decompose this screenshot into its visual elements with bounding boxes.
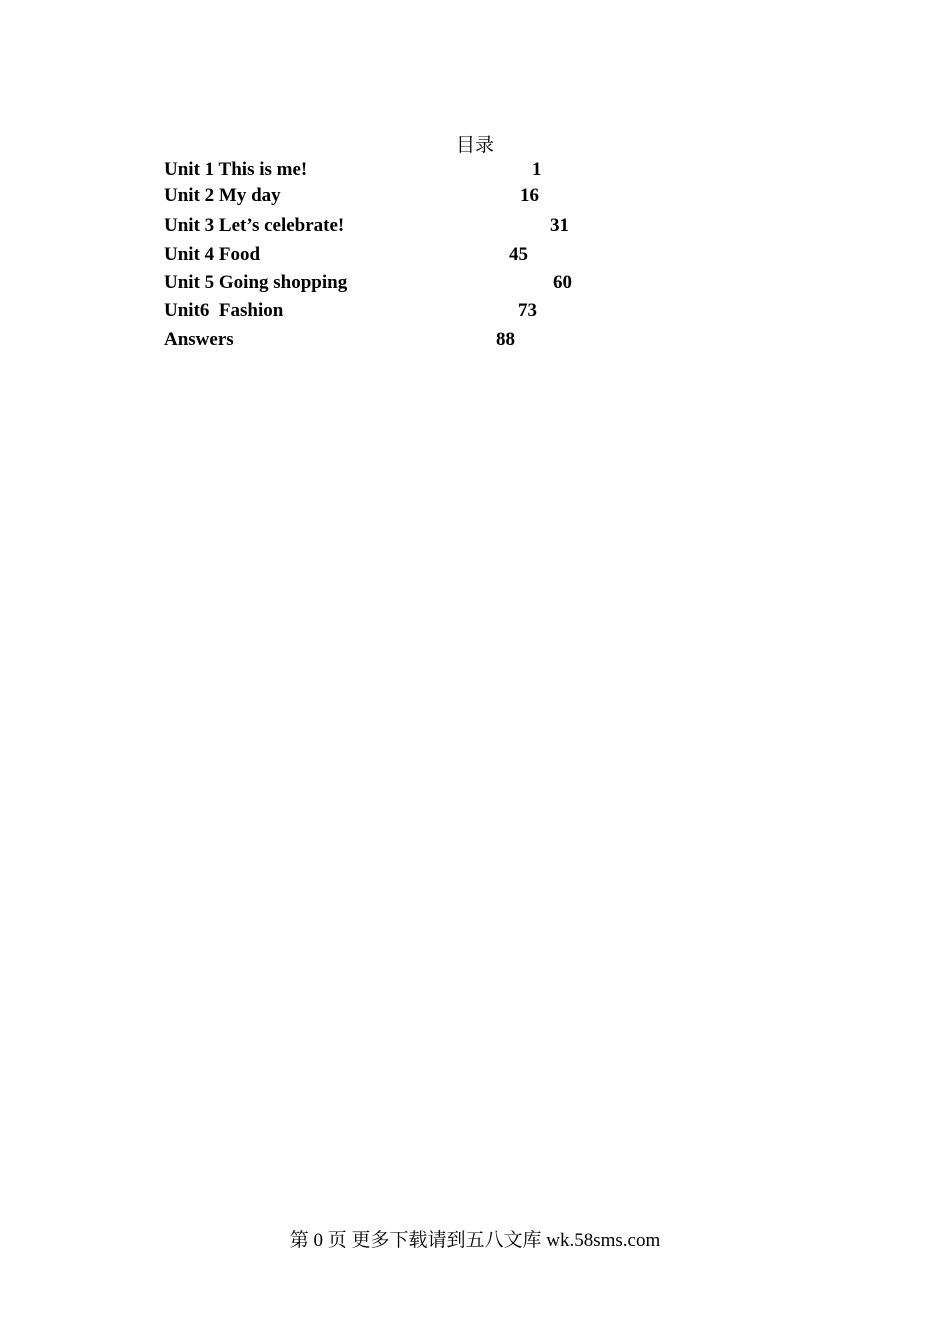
toc-entry-title: Unit6 Fashion — [164, 300, 284, 321]
toc-entry-title: Unit 5 Going shopping — [164, 272, 348, 293]
toc-entry-unit-2 — [164, 184, 664, 208]
toc-entry-title: Unit 3 Let’s celebrate! — [164, 215, 345, 236]
toc-entry-answers — [164, 328, 664, 352]
toc-entry-unit-3 — [164, 214, 664, 238]
toc-entry-title: Unit 2 My day — [164, 185, 281, 206]
toc-entry-page-number: 45 — [509, 244, 528, 265]
toc-entry-page-number: 31 — [550, 215, 569, 236]
toc-entry-unit-6 — [164, 299, 664, 323]
page-footer: 第 0 页 更多下载请到五八文库 wk.58sms.com — [289, 1230, 661, 1251]
toc-entry-page-number: 60 — [553, 272, 572, 293]
toc-entry-page-number: 1 — [532, 159, 542, 180]
toc-entry-unit-1 — [164, 158, 664, 182]
toc-entry-title: Unit 4 Food — [164, 244, 261, 265]
toc-entry-page-number: 73 — [518, 300, 537, 321]
toc-entry-unit-5 — [164, 271, 664, 295]
page-title: 目录 — [455, 134, 494, 156]
toc-entry-title: Unit 1 This is me! — [164, 159, 308, 180]
toc-entry-page-number: 16 — [520, 185, 539, 206]
toc-entry-unit-4 — [164, 243, 664, 267]
toc-entry-title: Answers — [164, 329, 234, 350]
toc-entry-page-number: 88 — [496, 329, 515, 350]
